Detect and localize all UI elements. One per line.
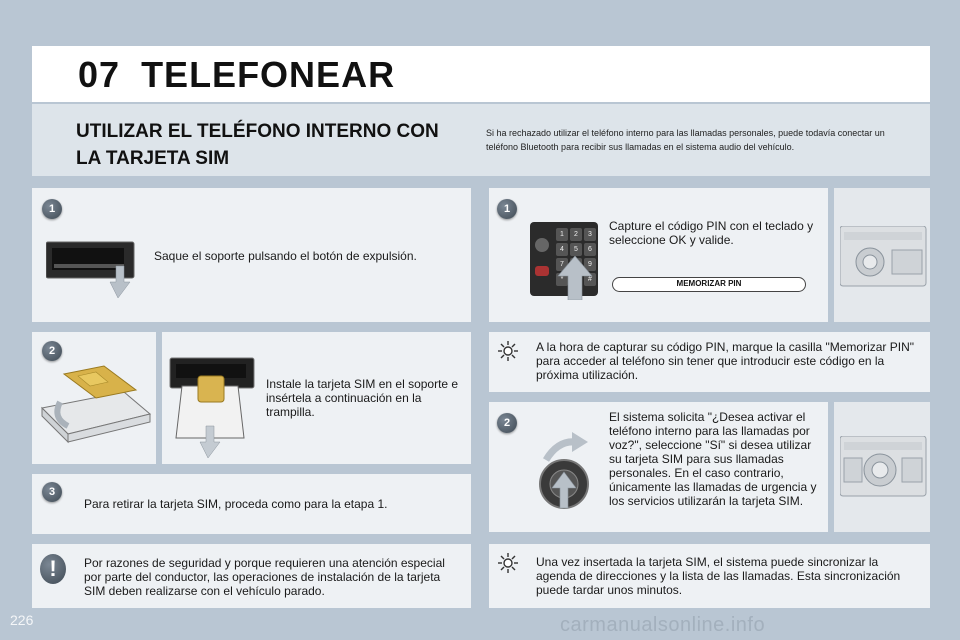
keypad-key: 6 bbox=[584, 243, 596, 256]
right-step-2-text: El sistema solicita "¿Desea activar el teléfono interno para las llamadas por voz?", seleccione "Sí" si desea utilizar su tarjeta SIM para sus llamadas personales. En el caso contrario, únicamente las llamadas de urgencia y los servicios utilizarán la tarjeta SIM. bbox=[609, 410, 817, 508]
section-intro: Si ha rechazado utilizar el teléfono interno para las llamadas personales, puede todavía conectar un teléfono Bluetooth para recibir sus llamadas en el sistema audio del vehículo. bbox=[486, 128, 885, 152]
warning-text: Por razones de seguridad y porque requieren una atención especial por parte del conductor, las operaciones de instalación de la tarjeta SIM deben realizarse con el vehículo parado. bbox=[84, 556, 445, 598]
warning-icon: ! bbox=[40, 554, 66, 584]
keypad-key: 1 bbox=[556, 228, 568, 241]
watermark: carmanualsonline.info bbox=[560, 614, 766, 636]
left-step-1-text: Saque el soporte pulsando el botón de expulsión. bbox=[154, 249, 417, 263]
keypad-key: 3 bbox=[584, 228, 596, 241]
chapter-title bbox=[78, 54, 395, 96]
keypad-red-button bbox=[535, 266, 549, 276]
keypad-key: 5 bbox=[570, 243, 582, 256]
radio-console-illustration bbox=[840, 436, 928, 498]
tip-1-text: A la hora de capturar su código PIN, marque la casilla "Memorizar PIN" para acceder al teléfono sin tener que introducir este código en la próxima utilización. bbox=[536, 340, 915, 382]
keypad-key: 7 bbox=[556, 258, 568, 271]
step-number-badge: 2 bbox=[497, 413, 517, 433]
step-number-badge: 1 bbox=[497, 199, 517, 219]
chapter-number: 07 bbox=[78, 54, 121, 95]
step-number-badge: 2 bbox=[42, 341, 62, 361]
keypad-key: 4 bbox=[556, 243, 568, 256]
page-number: 226 bbox=[10, 612, 34, 628]
section-title: UTILIZAR EL TELÉFONO INTERNO CON LA TARJETA SIM bbox=[76, 121, 439, 169]
keypad-knob bbox=[535, 238, 549, 252]
banner-corner-shape bbox=[0, 0, 64, 102]
sim-card-insert-illustration bbox=[168, 356, 258, 458]
lightbulb-tip-icon bbox=[497, 552, 519, 574]
sim-tray-illustration bbox=[38, 362, 154, 452]
step-number-badge: 3 bbox=[42, 482, 62, 502]
right-step-1-text: Capture el código PIN con el teclado y seleccione OK y valide. bbox=[609, 219, 814, 247]
radio-console-illustration bbox=[840, 226, 928, 288]
left-step-2-text: Instale la tarjeta SIM en el soporte e insértela a continuación en la trampilla. bbox=[266, 377, 459, 419]
tip-2-text: Una vez insertada la tarjeta SIM, el sistema puede sincronizar la agenda de direcciones y la lista de las llamadas. Esta sincronización puede tardar unos minutos. bbox=[536, 555, 901, 597]
keypad-key: # bbox=[584, 273, 596, 286]
chapter-name: TELEFONEAR bbox=[141, 54, 396, 95]
radio-unit-eject-illustration bbox=[46, 236, 138, 298]
keypad-key: 2 bbox=[570, 228, 582, 241]
rotary-knob-illustration bbox=[532, 430, 596, 516]
lightbulb-tip-icon bbox=[497, 340, 519, 362]
keypad-key: 9 bbox=[584, 258, 596, 271]
step-number-badge: 1 bbox=[42, 199, 62, 219]
press-arrow-icon bbox=[556, 256, 594, 300]
keypad-key: * bbox=[556, 273, 568, 286]
left-step-3-text: Para retirar la tarjeta SIM, proceda como para la etapa 1. bbox=[84, 497, 388, 511]
memorizar-pin-badge: MEMORIZAR PIN bbox=[612, 277, 806, 292]
